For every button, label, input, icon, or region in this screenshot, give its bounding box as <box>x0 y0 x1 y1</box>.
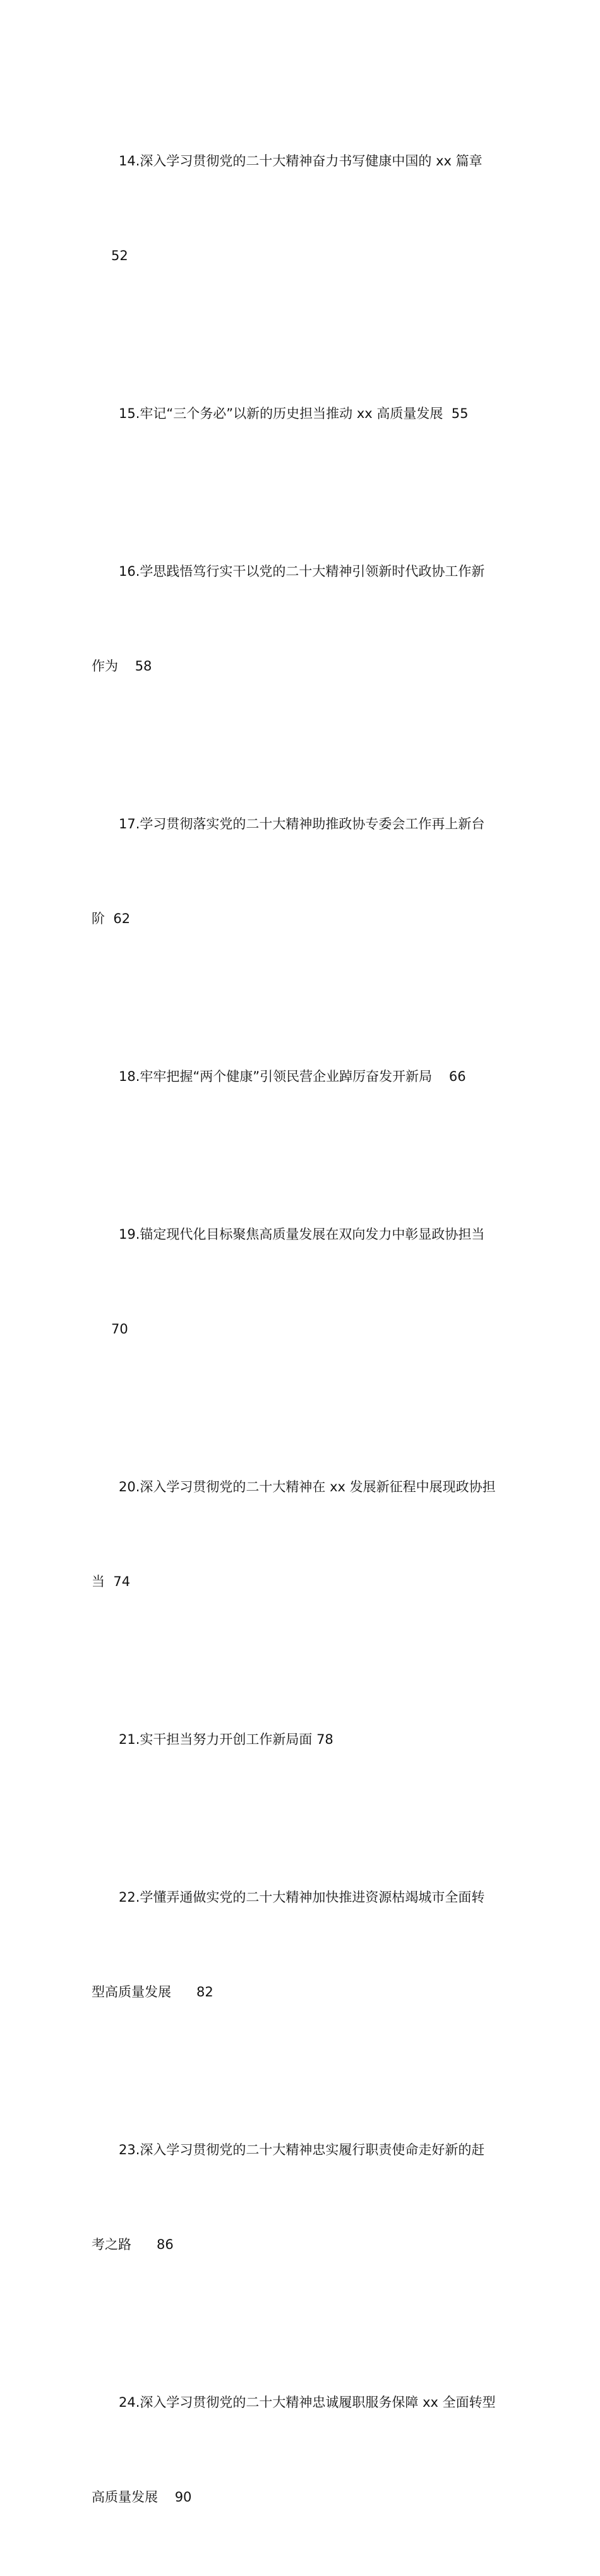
toc-entry-continuation: 型高质量发展 82 <box>92 1984 213 2000</box>
toc-entry-continuation: 考之路 86 <box>92 2237 174 2252</box>
toc-entry-19[interactable] <box>92 1155 510 1408</box>
toc-entry-22[interactable] <box>92 1818 510 2071</box>
toc-entry-title: 18.牢牢把握“两个健康”引领民营企业踔厉奋发开新局 66 <box>119 1069 466 1084</box>
toc-entry-title: 14.深入学习贯彻党的二十大精神奋力书写健康中国的 xx 篇章 <box>119 153 483 169</box>
toc-entry-continuation: 阶 62 <box>92 911 131 926</box>
toc-entry-title: 15.牢记“三个务必”以新的历史担当推动 xx 高质量发展 55 <box>119 406 469 421</box>
toc-entry-21[interactable] <box>92 1661 510 1818</box>
toc-entry-20[interactable] <box>92 1408 510 1661</box>
toc-entry-page-number: 52 <box>111 248 128 263</box>
toc-entry-14[interactable] <box>92 82 510 335</box>
toc-entry-18[interactable] <box>92 998 510 1155</box>
toc-entry-title: 22.学懂弄通做实党的二十大精神加快推进资源枯竭城市全面转 <box>119 1890 485 1905</box>
toc-entry-title: 17.学习贯彻落实党的二十大精神助推政协专委会工作再上新台 <box>119 816 485 832</box>
toc-entry-23[interactable] <box>92 2071 510 2323</box>
table-of-contents <box>92 82 510 2576</box>
toc-entry-16[interactable] <box>92 492 510 745</box>
toc-entry-17[interactable] <box>92 745 510 998</box>
toc-entry-title: 21.实干担当努力开创工作新局面 78 <box>119 1732 333 1747</box>
toc-entry-title: 20.深入学习贯彻党的二十大精神在 xx 发展新征程中展现政协担 <box>119 1479 496 1494</box>
toc-entry-continuation: 高质量发展 90 <box>92 2490 192 2505</box>
toc-entry-title: 24.深入学习贯彻党的二十大精神忠诚履职服务保障 xx 全面转型 <box>119 2395 496 2410</box>
toc-entry-title: 19.锚定现代化目标聚焦高质量发展在双向发力中彰显政协担当 <box>119 1227 485 1242</box>
toc-entry-continuation: 当 74 <box>92 1574 131 1589</box>
toc-entry-15[interactable] <box>92 335 510 492</box>
toc-entry-title: 23.深入学习贯彻党的二十大精神忠实履行职责使命走好新的赶 <box>119 2142 485 2157</box>
toc-entry-title: 16.学思践悟笃行实干以党的二十大精神引领新时代政协工作新 <box>119 564 485 579</box>
toc-entry-page-number: 70 <box>111 1321 128 1337</box>
toc-entry-24[interactable] <box>92 2323 510 2576</box>
toc-entry-continuation: 作为 58 <box>92 659 152 674</box>
